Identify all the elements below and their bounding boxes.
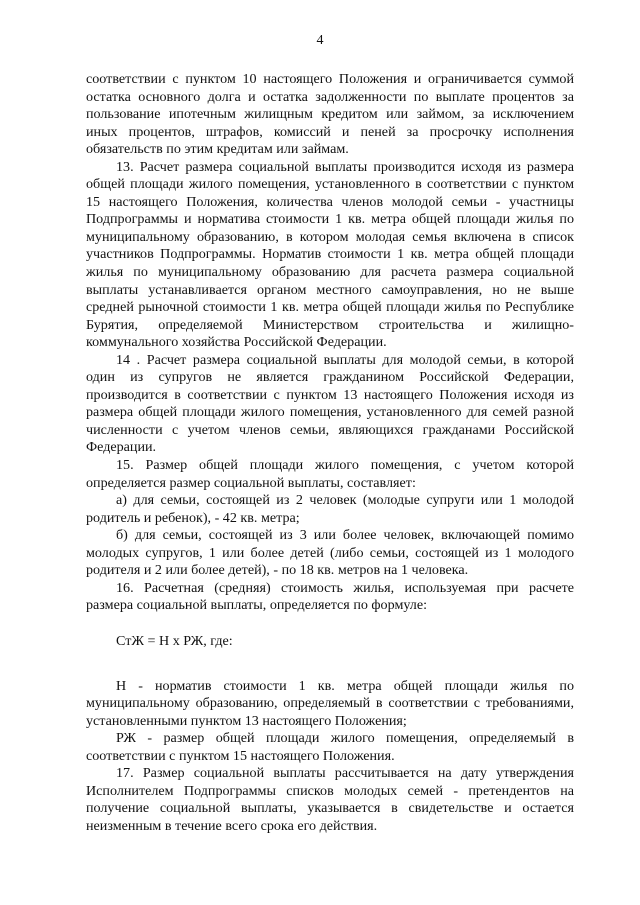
paragraph-continuation: соответствии с пунктом 10 настоящего Положения и ограничивается суммой остатка основного долга и остатка задолженности по выплате процентов за пользование ипотечным жилищным кредитом или займом, за исключением иных процентов, штрафов, комиссий и пеней за просрочку исполнения обязательств по этим кредитам или займам. [86,71,574,158]
paragraph-13: 13. Расчет размера социальной выплаты производится исходя из размера общей площади жилого помещения, установленного в соответствии с пунктом 15 настоящего Положения, количества членов молодой семьи - участницы Подпрограммы и норматива стоимости 1 кв. метра общей площади жилья по муниципальному образованию, в котором молодая семья включена в список участников Подпрограммы. Норматив стоимости 1 кв. метра общей площади жилья по муниципальному образованию для расчета размера социальной выплаты устанавливается органом местного самоуправления, но не выше средней рыночной стоимости 1 кв. метра общей площади жилья по Республике Бурятия, определяемой Министерством строительства и жилищно-коммунального хозяйства Российской Федерации. [86,158,574,351]
formula: СтЖ = Н х РЖ, где: [116,632,233,649]
definition-rzh: РЖ - размер общей площади жилого помещения, определяемый в соответствии с пунктом 15 настоящего Положения. [86,730,574,764]
document-body [86,71,574,835]
paragraph-15: 15. Размер общей площади жилого помещения, с учетом которой определяется размер социальной выплаты, составляет: [86,457,574,491]
paragraph-15-item-a: а) для семьи, состоящей из 2 человек (молодые супруги или 1 молодой родитель и ребенок), - 42 кв. метра; [86,492,574,526]
page-number: 4 [316,33,324,48]
paragraph-14: 14 . Расчет размера социальной выплаты для молодой семьи, в которой один из супругов не является гражданином Российской Федерации, производится в соответствии с пунктом 13 настоящего Положения исходя из размера общей площади жилого помещения, установленного для семей разной численности с учетом членов семьи, являющихся гражданами Российской Федерации. [86,351,574,456]
paragraph-16: 16. Расчетная (средняя) стоимость жилья, используемая при расчете размера социальной выплаты, определяется по формуле: [86,579,574,614]
paragraph-17: 17. Размер социальной выплаты рассчитывается на дату утверждения Исполнителем Подпрограммы списков молодых семей - претендентов на получение социальной выплаты, указывается в свидетельстве и остается неизменным в течение всего срока его действия. [86,765,574,834]
paragraph-15-item-b: б) для семьи, состоящей из 3 или более человек, включающей помимо молодых супругов, 1 или более детей (либо семьи, состоящей из 1 молодого родителя и 2 или более детей), - по 18 кв. метров на 1 человека. [86,527,574,579]
definition-n: Н - норматив стоимости 1 кв. метра общей площади жилья по муниципальному образованию, определяемый в соответствии с требованиями, установленными пунктом 13 настоящего Положения; [86,677,574,729]
